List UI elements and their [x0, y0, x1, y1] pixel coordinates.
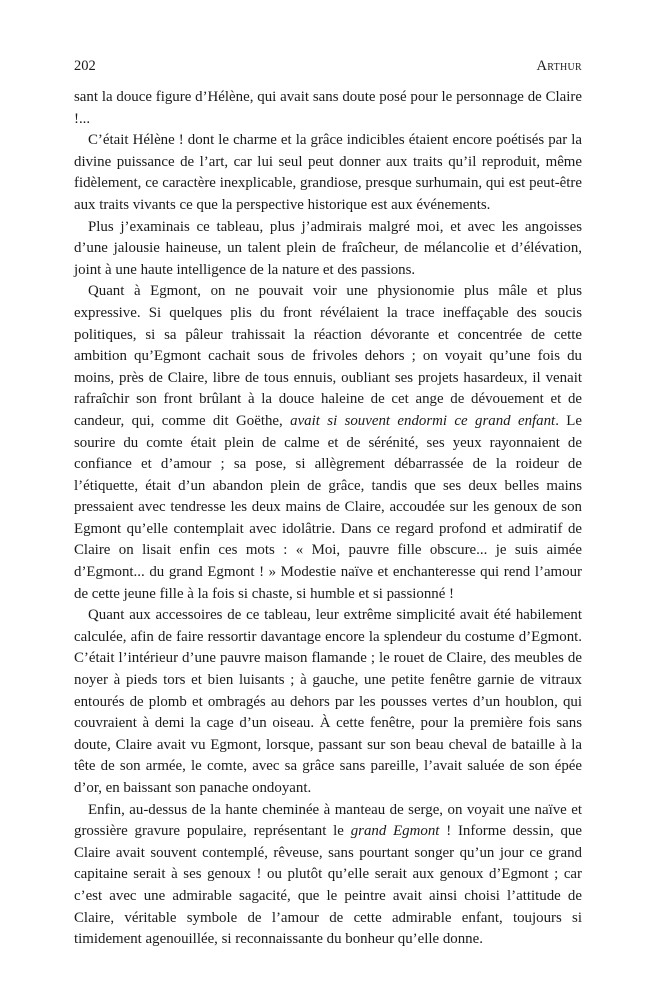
- paragraph: [74, 217, 582, 282]
- page-number: 202: [74, 58, 96, 74]
- paragraph: [74, 87, 582, 130]
- italic-text: grand Egmont: [350, 823, 440, 840]
- body-text: [74, 87, 582, 951]
- paragraph: [74, 800, 582, 951]
- running-head: [74, 58, 582, 75]
- paragraph: [74, 281, 582, 605]
- paragraph: [74, 605, 582, 799]
- italic-text: avait si souvent endormi ce grand enfant: [290, 412, 556, 429]
- text-run: C’était Hélène ! dont le charme et la grâce indicibles étaient encore poétisés par la divine puissance de l’art, car lui seul peut donner aux traits qu’il reproduit, même fidèlement, ce caractère inexplicable, grandiose, presque surhumain, qui est peut-être aux traits vivants ce que la perspective historique est aux événements.: [74, 132, 582, 213]
- text-run: Quant à Egmont, on ne pouvait voir une physionomie plus mâle et plus expressive. Si quelques plis du front révélaient la trace ineffaçable des soucis politiques, si sa pâleur trahissait la réaction dévorante et concentrée de cette ambition qu’Egmont cachait sous de frivoles dehors ; on voyait qu’une fois du moins, près de Claire, libre de tous ennuis, oubliant ses projets hasardeux, il venait rafraîchir son front brûlant à la douce haleine de cet ange de dévouement et de candeur, qui, comme dit Goëthe,: [74, 283, 582, 429]
- running-title: Arthur: [536, 58, 582, 74]
- text-run: Quant aux accessoires de ce tableau, leur extrême simplicité avait été habilement calculée, afin de faire ressortir davantage encore la splendeur du costume d’Egmont. C’était l’intérieur d’une pauvre maison flamande ; le rouet de Claire, des meubles de noyer à pieds tors et bien luisants ; à gauche, une petite fenêtre garnie de vitraux entourés de plomb et ombragés au dehors par les pousses vertes d’un houblon, qui couvraient à demi la cage d’un oiseau. À cette fenêtre, pour la première fois sans doute, Claire avait vu Egmont, lorsque, passant sur son beau cheval de bataille à la tête de son armée, le comte, avec sa grâce sans pareille, l’avait saluée de son épée d’or, en baissant son panache ondoyant.: [74, 607, 582, 796]
- text-run: . Le sourire du comte était plein de calme et de sérénité, ses yeux rayonnaient de confiance et d’amour ; sa pose, si allègrement débarrassée de la roideur de l’étiquette, était d’un abandon plein de grâce, tandis que ses deux belles mains pressaient avec tendresse les deux mains de Claire, accoudée sur les genoux de son Egmont qu’elle contemplait avec idolâtrie. Dans ce regard profond et admiratif de Claire on lisait enfin ces mots : « Moi, pauvre fille obscure... je suis aimée d’Egmont... du grand Egmont ! » Modestie naïve et enchanteresse qui rend l’amour de cette jeune fille à la fois si chaste, si humble et si passionné !: [74, 412, 582, 602]
- text-run: Enfin, au-dessus de la hante cheminée à manteau de serge, on voyait une naïve et grossière gravure populaire, représentant le: [74, 801, 582, 840]
- text-run: Plus j’examinais ce tableau, plus j’admirais malgré moi, et avec les angoisses d’une jalousie haineuse, un talent plein de fraîcheur, de mélancolie et d’élévation, joint à une haute intelligence de la nature et des passions.: [74, 218, 582, 278]
- paragraph: [74, 130, 582, 216]
- text-run: ! Informe dessin, que Claire avait souvent contemplé, rêveuse, sans pourtant songer qu’un jour ce grand capitaine serait à ses genoux ! ou plutôt qu’elle serait aux genoux d’Egmont ; car c’est avec une admirable sagacité, que le peintre avait ainsi choisi l’attitude de Claire, véritable symbole de l’amour de cette admirable enfant, toujours si timidement agenouillée, si reconnaissante du bonheur qu’elle donne.: [74, 823, 582, 948]
- text-run: sant la douce figure d’Hélène, qui avait sans doute posé pour le personnage de Claire !...: [74, 89, 582, 127]
- book-page: [74, 58, 582, 951]
